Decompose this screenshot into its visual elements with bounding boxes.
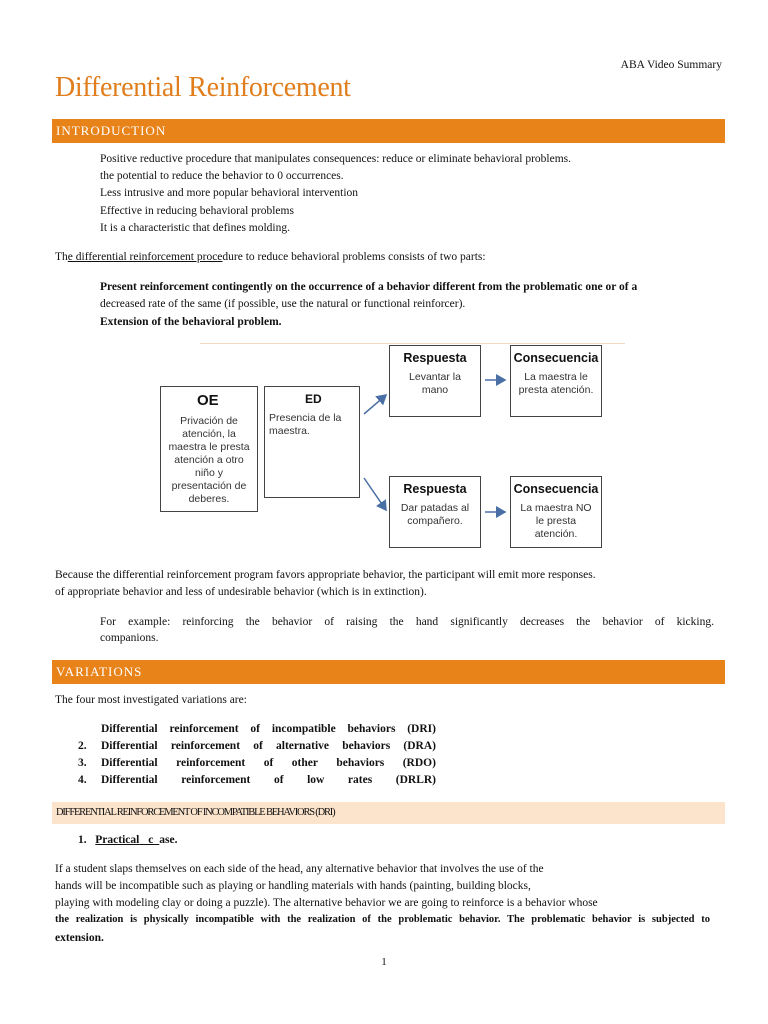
paragraph-line: If a student slaps themselves on each side of the head, any alternative behavior that involves the use of the: [55, 863, 544, 875]
diagram-box-oe: OE Privación de atención, la maestra le presta atención a otro niño y presentación de deberes.: [160, 386, 258, 512]
diagram-box-response-1: Respuesta Levantar la mano: [389, 345, 481, 417]
diagram-box-ed: ED Presencia de la maestra.: [264, 386, 360, 498]
document-title: Differential Reinforcement: [55, 72, 351, 103]
paragraph-line: playing with modeling clay or doing a puzzle). The alternative behavior we are going to reinforce is a behavior whose: [55, 897, 598, 909]
example-continuation: companions.: [100, 632, 159, 644]
underlined-phrase: e differential reinforcement proce: [67, 251, 223, 263]
variation-item: 4. Differential reinforcement of low rates (DRLR): [78, 774, 436, 786]
part-two-bold: Extension of the behavioral problem.: [100, 316, 282, 328]
running-header: ABA Video Summary: [620, 59, 722, 71]
section-heading-variations: VARIATIONS: [52, 660, 725, 684]
intro-bullet-continuation: the potential to reduce the behavior to 0 occurrences.: [100, 170, 344, 182]
paragraph-line-bold: extension.: [55, 932, 104, 944]
part-one-continuation: decreased rate of the same (if possible, use the natural or functional reinforcer).: [100, 298, 466, 310]
part-one-bold: Present reinforcement contingently on the occurrence of a behavior different from the problematic one or of a: [100, 281, 638, 293]
example-line: For example: reinforcing the behavior of raising the hand significantly decreases the behavior of kicking.: [100, 616, 714, 628]
variations-intro: The four most investigated variations are:: [55, 694, 247, 706]
intro-paragraph: The differential reinforcement procedure to reduce behavioral problems consists of two parts:: [55, 251, 486, 263]
paragraph-line: hands will be incompatible such as playing or handling materials with hands (painting, building blocks,: [55, 880, 531, 892]
page-number: 1: [381, 956, 387, 968]
paragraph-line: of appropriate behavior and less of undesirable behavior (which is in extinction).: [55, 586, 427, 598]
diagram-box-consequence-1: Consecuencia La maestra le presta atención.: [510, 345, 602, 417]
intro-bullet: Positive reductive procedure that manipulates consequences: reduce or eliminate behavioral problems.: [100, 153, 572, 165]
paragraph-line-bold: the realization is physically incompatible with the realization of the problematic behavior. The problematic behavior is subjected to: [55, 914, 710, 925]
diagram-box-consequence-2: Consecuencia La maestra NO le presta atención.: [510, 476, 602, 548]
diagram-arrows: [160, 342, 625, 552]
section-heading-introduction: INTRODUCTION: [52, 119, 725, 143]
paragraph-line: Because the differential reinforcement program favors appropriate behavior, the participant will emit more responses.: [55, 569, 596, 581]
practical-case-heading: 1. Practical case.: [78, 834, 178, 846]
variation-item: Differential reinforcement of incompatible behaviors (DRI): [101, 723, 436, 735]
behavior-diagram: [160, 342, 625, 552]
intro-bullet: Less intrusive and more popular behavioral intervention: [100, 187, 359, 199]
arrow-down-icon: [364, 478, 386, 510]
arrow-up-icon: [364, 395, 386, 414]
intro-bullet: It is a characteristic that defines molding.: [100, 222, 291, 234]
variation-item: 2. Differential reinforcement of alternative behaviors (DRA): [78, 740, 436, 752]
intro-bullet: Effective in reducing behavioral problems: [100, 205, 294, 217]
subsection-heading-dri: DIFFERENTIAL REINFORCEMENT OF INCOMPATIBLE BEHAVIORS (DRI): [52, 802, 725, 824]
diagram-box-response-2: Respuesta Dar patadas al compañero.: [389, 476, 481, 548]
variation-item: 3. Differential reinforcement of other behaviors (RDO): [78, 757, 436, 769]
